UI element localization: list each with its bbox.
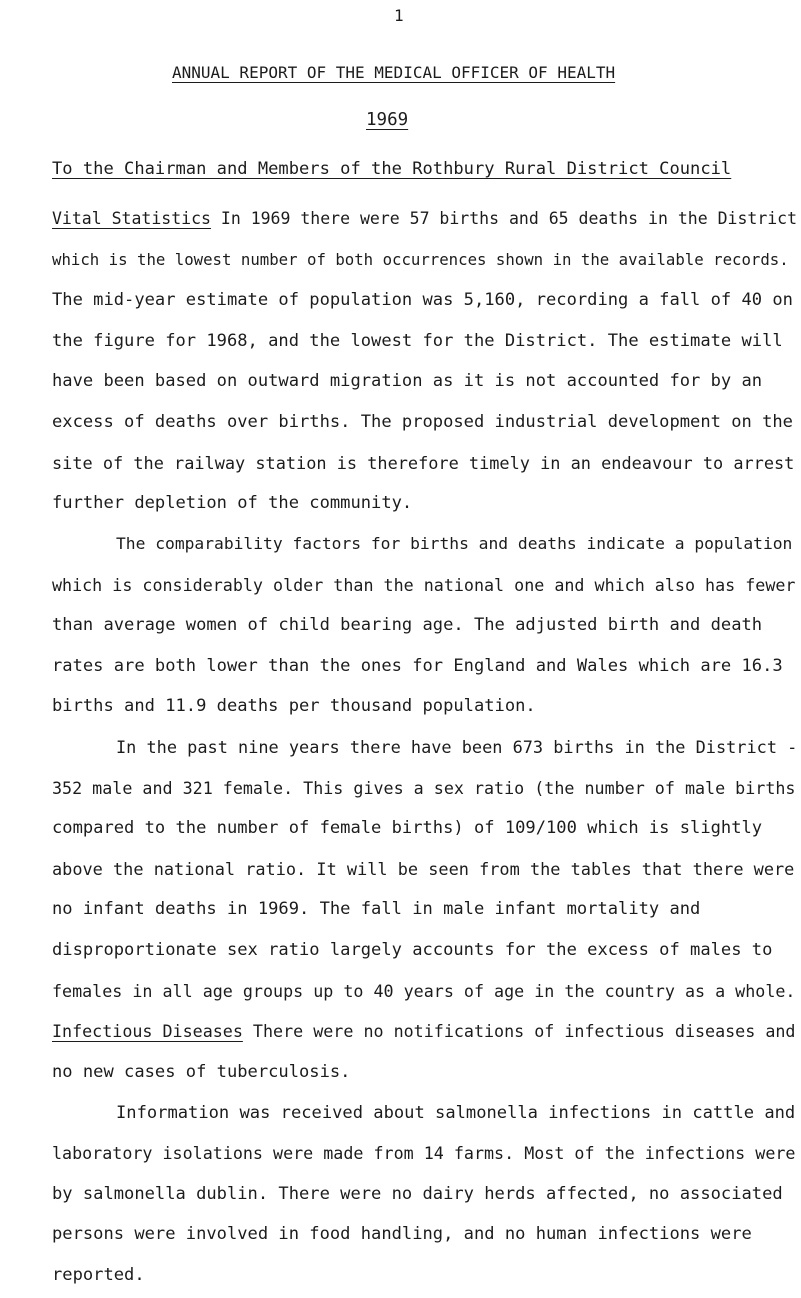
text-line: which is the lowest number of both occurrences shown in the available records. bbox=[52, 250, 789, 269]
text-line: The mid-year estimate of population was 5,160, recording a fall of 40 on bbox=[52, 290, 793, 310]
text-line: above the national ratio. It will be seen from the tables that there were bbox=[52, 859, 795, 879]
text-line: The comparability factors for births and deaths indicate a population bbox=[116, 534, 793, 553]
text-line: There were no notifications of infectious diseases and bbox=[242, 1021, 796, 1041]
text-line: which is considerably older than the national one and which also has fewer bbox=[52, 575, 796, 595]
text-line: 352 male and 321 female. This gives a sex ratio (the number of male births bbox=[52, 778, 796, 798]
report-year: 1969 bbox=[366, 110, 409, 130]
report-title: ANNUAL REPORT OF THE MEDICAL OFFICER OF HEALTH bbox=[172, 63, 616, 82]
text-line: than average women of child bearing age. The adjusted birth and death bbox=[52, 615, 763, 635]
vital-statistics-heading: Vital Statistics bbox=[52, 209, 211, 228]
text-line: disproportionate sex ratio largely accounts for the excess of males to bbox=[52, 940, 773, 960]
text-line: reported. bbox=[52, 1265, 145, 1285]
text-line: no new cases of tuberculosis. bbox=[52, 1062, 351, 1082]
infectious-diseases-line-1 bbox=[52, 1019, 795, 1043]
text-line: females in all age groups up to 40 years of age in the country as a whole. bbox=[52, 981, 796, 1001]
vital-statistics-line-1 bbox=[52, 207, 797, 231]
text-line: births and 11.9 deaths per thousand population. bbox=[52, 696, 536, 716]
salutation: To the Chairman and Members of the Rothbury Rural District Council bbox=[52, 159, 732, 179]
text-line: excess of deaths over births. The proposed industrial development on the bbox=[52, 412, 793, 432]
text-line: In 1969 there were 57 births and 65 deaths in the District bbox=[210, 209, 798, 228]
text-line: the figure for 1968, and the lowest for the District. The estimate will bbox=[52, 331, 783, 351]
text-line: In the past nine years there have been 673 births in the District - bbox=[116, 737, 798, 757]
text-line: laboratory isolations were made from 14 farms. Most of the infections were bbox=[52, 1143, 796, 1163]
text-line: site of the railway station is therefore timely in an endeavour to arrest bbox=[52, 453, 795, 473]
infectious-diseases-heading: Infectious Diseases bbox=[52, 1021, 243, 1041]
text-line: have been based on outward migration as it is not accounted for by an bbox=[52, 371, 763, 391]
text-line: persons were involved in food handling, and no human infections were bbox=[52, 1224, 752, 1244]
text-line: compared to the number of female births) of 109/100 which is slightly bbox=[52, 818, 763, 838]
text-line: further depletion of the community. bbox=[52, 493, 413, 513]
text-line: by salmonella dublin. There were no dairy herds affected, no associated bbox=[52, 1184, 783, 1204]
text-line: rates are both lower than the ones for England and Wales which are 16.3 bbox=[52, 656, 783, 676]
text-line: Information was received about salmonella infections in cattle and bbox=[116, 1103, 796, 1123]
text-line: no infant deaths in 1969. The fall in male infant mortality and bbox=[52, 899, 701, 919]
page-number: 1 bbox=[394, 6, 404, 25]
